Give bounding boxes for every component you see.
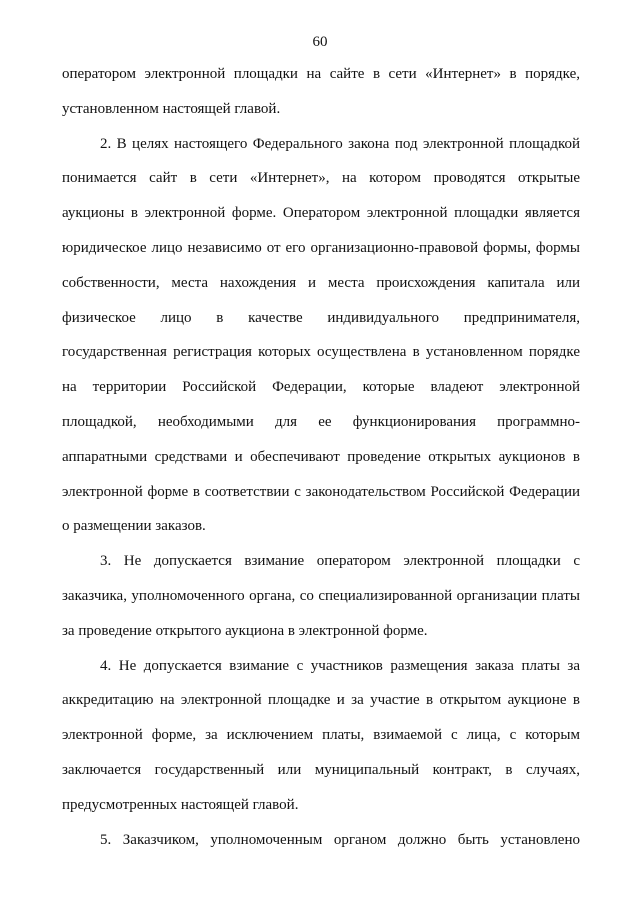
paragraph-start: 5. Заказчиком, уполномоченным органом должно быть установлено <box>100 831 580 848</box>
text-line: заключается государственный или муниципальный контракт, в случаях, <box>62 761 580 778</box>
text-line: установленном настоящей главой. <box>62 100 281 117</box>
text-line: юридическое лицо независимо от его организационно-правовой формы, формы <box>62 239 580 256</box>
paragraph-start: 4. Не допускается взимание с участников размещения заказа платы за <box>100 657 580 674</box>
body-text <box>62 57 580 857</box>
text-line: площадкой, необходимыми для ее функционирования программно- <box>62 413 580 430</box>
text-line: физическое лицо в качестве индивидуального предпринимателя, <box>62 309 580 326</box>
text-line: предусмотренных настоящей главой. <box>62 796 299 813</box>
text-line: аккредитацию на электронной площадке и за участие в открытом аукционе в <box>62 692 580 709</box>
text-line: оператором электронной площадки на сайте в сети «Интернет» в порядке, <box>62 66 580 82</box>
text-line: электронной форме в соответствии с законодательством Российской Федерации <box>62 483 580 500</box>
text-line: о размещении заказов. <box>62 518 206 535</box>
text-line: заказчика, уполномоченного органа, со специализированной организации платы <box>62 587 580 604</box>
text-line: на территории Российской Федерации, которые владеют электронной <box>62 379 580 396</box>
paragraph-start: 3. Не допускается взимание оператором электронной площадки с <box>100 553 580 570</box>
text-line: собственности, места нахождения и места происхождения капитала или <box>62 274 580 291</box>
text-line: государственная регистрация которых осуществлена в установленном порядке <box>62 344 580 361</box>
page-number: 60 <box>312 34 328 50</box>
paragraph-start: 2. В целях настоящего Федерального закона под электронной площадкой <box>100 135 580 152</box>
text-line: за проведение открытого аукциона в электронной форме. <box>62 622 428 639</box>
text-line: понимается сайт в сети «Интернет», на котором проводятся открытые <box>62 170 580 187</box>
text-line: электронной форме, за исключением платы, взимаемой с лица, с которым <box>62 727 580 744</box>
text-line: аппаратными средствами и обеспечивают проведение открытых аукционов в <box>62 448 580 465</box>
text-line: аукционы в электронной форме. Оператором электронной площадки является <box>62 205 580 222</box>
